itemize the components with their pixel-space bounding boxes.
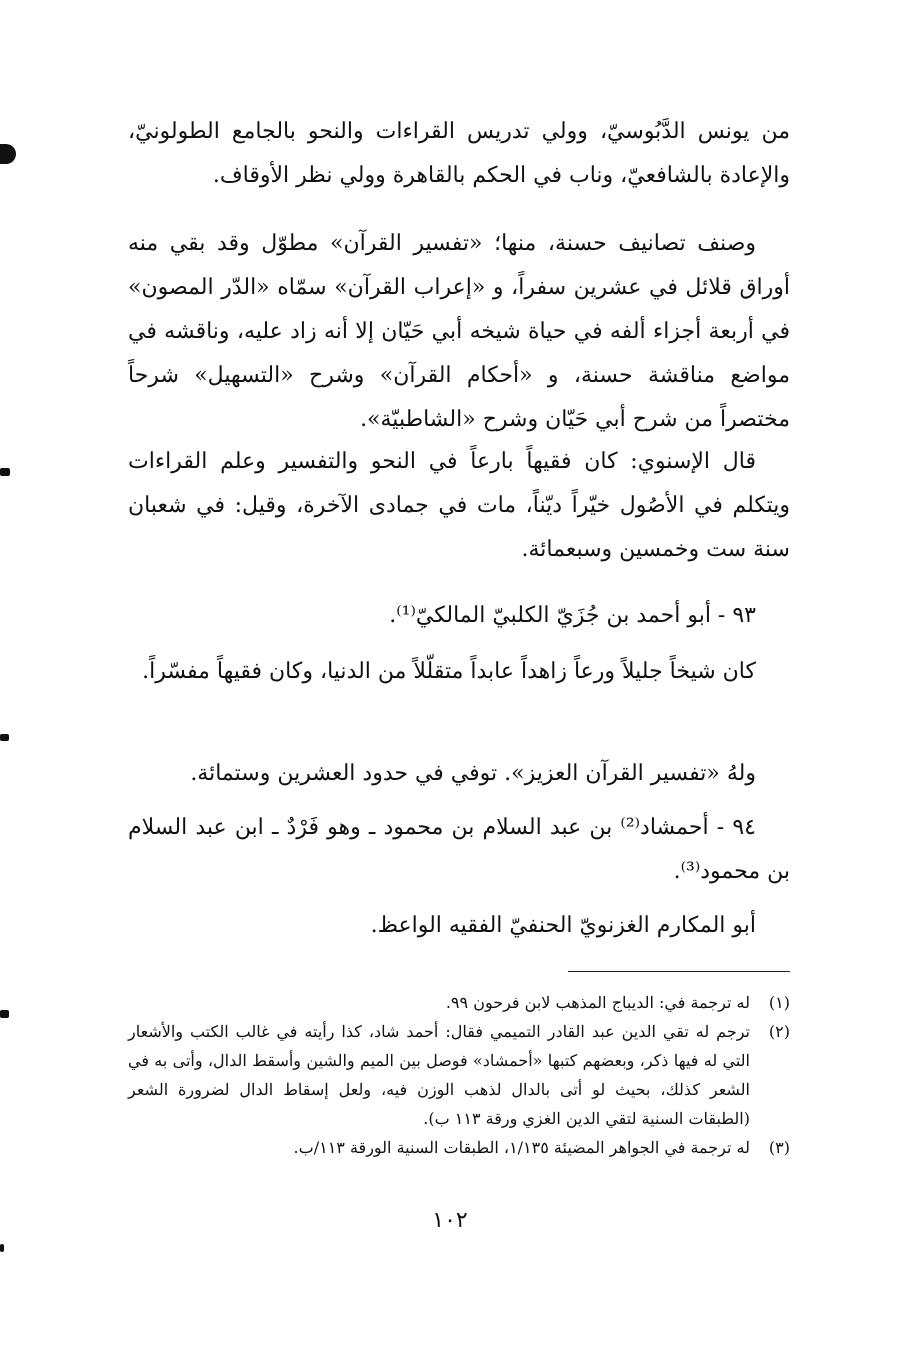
paragraph-5: كان شيخاً جليلاً ورعاً زاهداً عابداً متقلّلاً من الدنيا، وكان فقيهاً مفسّراً. xyxy=(142,659,756,684)
paragraph-continuation xyxy=(128,110,790,198)
binding-mark xyxy=(0,1244,4,1252)
binding-mark xyxy=(0,734,9,741)
binding-mark xyxy=(0,468,10,476)
binding-mark xyxy=(0,1010,9,1018)
footnote-2 xyxy=(128,1017,790,1133)
entry-94-heading xyxy=(128,806,790,894)
paragraph-1: من يونس الدَّبُوسيّ، وولي تدريس القراءات والنحو بالجامع الطولونيّ، والإعادة بالشافعيّ، وناب في الحكم بالقاهرة وولي نظر الأوقاف. xyxy=(128,119,790,188)
footnote-number: (٣) xyxy=(768,1138,790,1157)
page-number: ١٠٢ xyxy=(432,1208,468,1233)
footnote-number: (١) xyxy=(768,993,790,1012)
paragraph-8: أبو المكارم الغزنويّ الحنفيّ الفقيه الواعظ. xyxy=(370,913,756,938)
footnote-text: له ترجمة في: الديباج المذهب لابن فرحون ٩٩. xyxy=(445,993,750,1012)
entry-93-heading xyxy=(128,594,790,638)
entry-94-body xyxy=(128,904,790,948)
paragraph-6: ولهُ «تفسير القرآن العزيز». توفي في حدود العشرين وستمائة. xyxy=(190,761,756,786)
footnote-3 xyxy=(128,1133,790,1162)
entry-94-title: ٩٤ - أحمشاد⁽²⁾ بن عبد السلام بن محمود ـ وهو فَرْدٌ ـ ابن عبد السلام بن محمود⁽³⁾. xyxy=(128,815,790,884)
paragraph-3: قال الإسنوي: كان فقيهاً بارعاً في النحو والتفسير وعلم القراءات ويتكلم في الأصُول خيّراً ديّناً، مات في جمادى الآخرة، وقيل: في شعبان سنة ست وخمسين وسبعمائة. xyxy=(128,449,790,562)
footnote-number: (٢) xyxy=(768,1022,790,1041)
entry-93-works xyxy=(128,752,790,796)
footnote-text: له ترجمة في الجواهر المضيئة ١/١٣٥، الطبقات السنية الورقة ١١٣/ب. xyxy=(293,1138,750,1157)
paragraph-works xyxy=(128,222,790,442)
footnote-text: ترجم له تقي الدين عبد القادر التميمي فقال: أحمد شاد، كذا رأيته في غالب الكتب والأشعار التي له فيها ذكر، وبعضهم كتبها «أحمشاد» فوصل بين الميم والشين وأسقط الدال، وأتى به في الشعر كذلك، بحيث لو أتى بالدال لذهب الوزن فيه، ولعل إسقاط الدال لضرورة الشعر (الطبقات السنية لتقي الدين الغزي ورقة ١١٣ ب). xyxy=(128,1022,751,1128)
paragraph-2: وصنف تصانيف حسنة، منها؛ «تفسير القرآن» مطوّل وقد بقي منه أوراق قلائل في عشرين سفراً، و «إعراب القرآن» سمّاه «الدّر المصون» في أربعة أجزاء ألفه في حياة شيخه أبي حَيّان إلا أنه زاد عليه، وناقشه في مواضع مناقشة حسنة، و «أحكام القرآن» وشرح «التسهيل» شرحاً مختصراً من شرح أبي حَيّان وشرح «الشاطبيّة». xyxy=(128,231,790,432)
footnote-separator xyxy=(568,971,790,972)
entry-93-body xyxy=(128,650,790,694)
paragraph-isnawi-quote xyxy=(128,440,790,572)
binding-mark xyxy=(0,144,16,164)
footnote-1 xyxy=(128,988,790,1017)
footnotes xyxy=(128,988,790,1162)
entry-93-title: ٩٣ - أبو أحمد بن جُزَيّ الكلبيّ المالكيّ⁽¹⁾. xyxy=(389,603,756,628)
